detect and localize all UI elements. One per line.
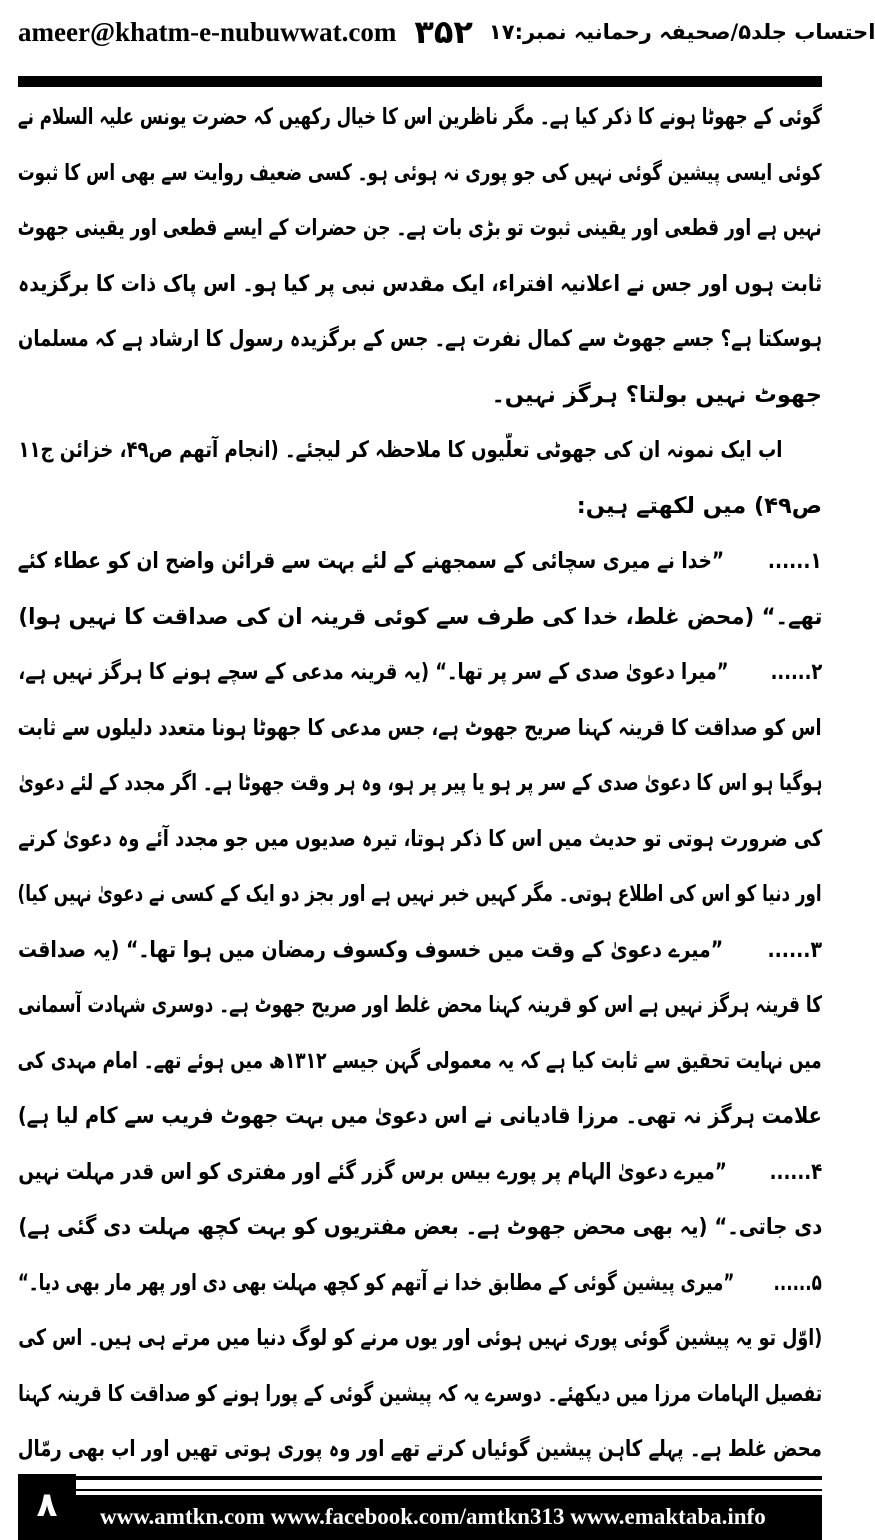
footer-double-rule bbox=[76, 1476, 822, 1491]
line-text: ص۴۹) میں لکھتے ہیں: bbox=[576, 492, 822, 519]
line-text: ہوگیا ہو اس کا دعویٰ صدی کے سر پر ہو یا پیر پر ہو، وہ ہر وقت جھوٹا ہے۔ اگر مجدد کے لئے دعویٰ bbox=[18, 770, 822, 796]
line-text: دی جاتی۔“ (یہ بھی محض جھوٹ ہے۔ بعض مفتریوں کو بہت کچھ مہلت دی گئی ہے) bbox=[18, 1214, 822, 1240]
line-text: نہیں ہے اور قطعی اور یقینی ثبوت تو بڑی بات ہے۔ جن حضرات کے ایسے قطعی اور یقینی جھوٹ bbox=[17, 215, 822, 241]
line-text: میں نہایت تحقیق سے ثابت کیا ہے کہ یہ معمولی گہن جیسے ۱۳۱۲ھ میں ہوئے تھے۔ امام مہدی کی bbox=[17, 1047, 822, 1074]
text-line bbox=[18, 257, 822, 313]
line-text: تفصیل الہامات مرزا میں دیکھئے۔ دوسرے یہ کہ پیشین گوئی کے پورا ہونے کو صداقت کا قرینہ کہنا bbox=[17, 1380, 822, 1407]
text-line bbox=[18, 812, 822, 868]
line-text: کا قرینہ ہرگز نہیں ہے اس کو قرینہ کہنا محض غلط اور صریح جھوٹ ہے۔ دوسری شہادت آسمانی bbox=[18, 992, 822, 1018]
header-left bbox=[18, 9, 473, 55]
line-text: ہوسکتا ہے؟ جسے جھوٹ سے کمال نفرت ہے۔ جس کے برگزیدہ رسول کا ارشاد ہے کہ مسلمان bbox=[17, 326, 822, 352]
booklet-number: ۸ bbox=[18, 1474, 76, 1540]
text-line bbox=[18, 1034, 822, 1090]
line-text: تھے۔“ (محض غلط، خدا کی طرف سے کوئی قرینہ ان کی صداقت کا نہیں ہوا) bbox=[17, 603, 822, 630]
text-line bbox=[18, 423, 822, 479]
text-line bbox=[18, 146, 822, 202]
text-line bbox=[18, 1089, 822, 1145]
line-text: اب ایک نمونہ ان کی جھوٹی تعلّیوں کا ملاحظہ کر لیجئے۔ (انجام آتھم ص۴۹، خزائن ج۱۱ bbox=[17, 437, 782, 463]
page-number: ۳۵۲ bbox=[414, 13, 473, 51]
item-content bbox=[18, 1256, 822, 1312]
book-title: احتساب جلد۵/صحیفہ رحمانیہ نمبر:۱۷ bbox=[488, 20, 875, 44]
text-line bbox=[18, 90, 822, 146]
line-text: کی ضرورت ہوتی تو حدیث میں اس کا ذکر ہوتا، تیرہ صدیوں میں جو مجدد آئے وہ دعویٰ کرتے bbox=[18, 825, 822, 852]
line-text: محض غلط ہے۔ پہلے کاہن پیشین گوئیاں کرتے تھے اور وہ پوری ہوتی تھیں اور اب بھی رمّال bbox=[17, 1436, 822, 1462]
item-content bbox=[18, 645, 822, 701]
line-text: ثابت ہوں اور جس نے اعلانیہ افتراء، ایک مقدس نبی پر کیا ہو۔ اس پاک ذات کا برگزیدہ bbox=[17, 270, 822, 297]
item-number: ۲...... bbox=[770, 659, 822, 685]
header-email: ameer@khatm-e-nubuwwat.com bbox=[18, 17, 397, 47]
line-text: اور دنیا کو اس کی اطلاع ہوتی۔ مگر کہیں خبر نہیں ہے اور بجز دو ایک کے کسی نے دعویٰ نہیں کیا) bbox=[17, 881, 822, 907]
item-text: ”میرے دعویٰ کے وقت میں خسوف وکسوف رمضان میں ہوا تھا۔“ (یہ صداقت bbox=[18, 936, 724, 963]
item-number: ۳...... bbox=[767, 936, 822, 963]
text-line bbox=[18, 368, 822, 424]
text-line bbox=[18, 701, 822, 757]
page-body bbox=[18, 90, 822, 1478]
item-content bbox=[18, 923, 822, 979]
page-header bbox=[18, 4, 875, 60]
text-line bbox=[18, 1367, 822, 1423]
text-line bbox=[18, 756, 822, 812]
numbered-item-2 bbox=[18, 645, 822, 701]
text-line bbox=[18, 590, 822, 646]
text-line bbox=[18, 1200, 822, 1256]
item-text: ”خدا نے میری سچائی کے سمجھنے کے لئے بہت سے قرائن واضح ان کو عطاء کئے bbox=[17, 548, 725, 574]
text-line bbox=[18, 201, 822, 257]
numbered-item-1 bbox=[18, 534, 822, 590]
item-text: ”میری پیشین گوئی کے مطابق خدا نے آتھم کو کچھ مہلت بھی دی اور پھر مار بھی دیا۔“ bbox=[18, 1269, 735, 1296]
header-rule bbox=[18, 76, 822, 87]
item-content bbox=[18, 534, 822, 590]
item-text: ”میرے دعویٰ الہام پر پورے بیس برس گزر گئے اور مفتری کو اس قدر مہلت نہیں bbox=[18, 1158, 727, 1185]
line-text: کوئی ایسی پیشین گوئی نہیں کی جو پوری نہ ہوئی ہو۔ کسی ضعیف روایت سے بھی اس کا ثبوت bbox=[18, 159, 822, 186]
text-line bbox=[18, 312, 822, 368]
line-text: اس کو صداقت کا قرینہ کہنا صریح جھوٹ ہے، جس مدعی کا جھوٹا ہونا متعدد دلیلوں سے ثابت bbox=[18, 714, 822, 741]
text-line bbox=[18, 867, 822, 923]
numbered-item-4 bbox=[18, 1145, 822, 1201]
line-text: گوئی کے جھوٹا ہونے کا ذکر کیا ہے۔ مگر ناظرین اس کا خیال رکھیں کہ حضرت یونس علیہ السلام نے bbox=[17, 104, 822, 130]
numbered-item-3 bbox=[18, 923, 822, 979]
numbered-item-5 bbox=[18, 1256, 822, 1312]
text-line bbox=[18, 1311, 822, 1367]
item-number: ۴...... bbox=[769, 1158, 822, 1185]
line-text: جھوٹ نہیں بولتا؟ ہرگز نہیں۔ bbox=[491, 381, 822, 408]
text-line bbox=[18, 479, 822, 535]
item-number: ۵...... bbox=[773, 1269, 822, 1296]
item-text: ”میرا دعویٰ صدی کے سر پر تھا۔“ (یہ قرینہ مدعی کے سچے ہونے کا ہرگز نہیں ہے، bbox=[18, 659, 729, 685]
item-number: ۱...... bbox=[768, 548, 822, 574]
text-line bbox=[18, 978, 822, 1034]
item-content bbox=[18, 1145, 822, 1201]
footer-urls: www.amtkn.com www.facebook.com/amtkn313 www.emaktaba.info bbox=[100, 1504, 766, 1529]
text-line bbox=[18, 1422, 822, 1478]
line-text: (اوّل تو یہ پیشین گوئی پوری نہیں ہوئی اور یوں مرنے کو لوگ دنیا میں مرتے ہی ہیں۔ اس کی bbox=[17, 1325, 822, 1351]
line-text: علامت ہرگز نہ تھی۔ مرزا قادیانی نے اس دعویٰ میں بہت جھوٹ فریب سے کام لیا ہے) bbox=[18, 1103, 822, 1129]
